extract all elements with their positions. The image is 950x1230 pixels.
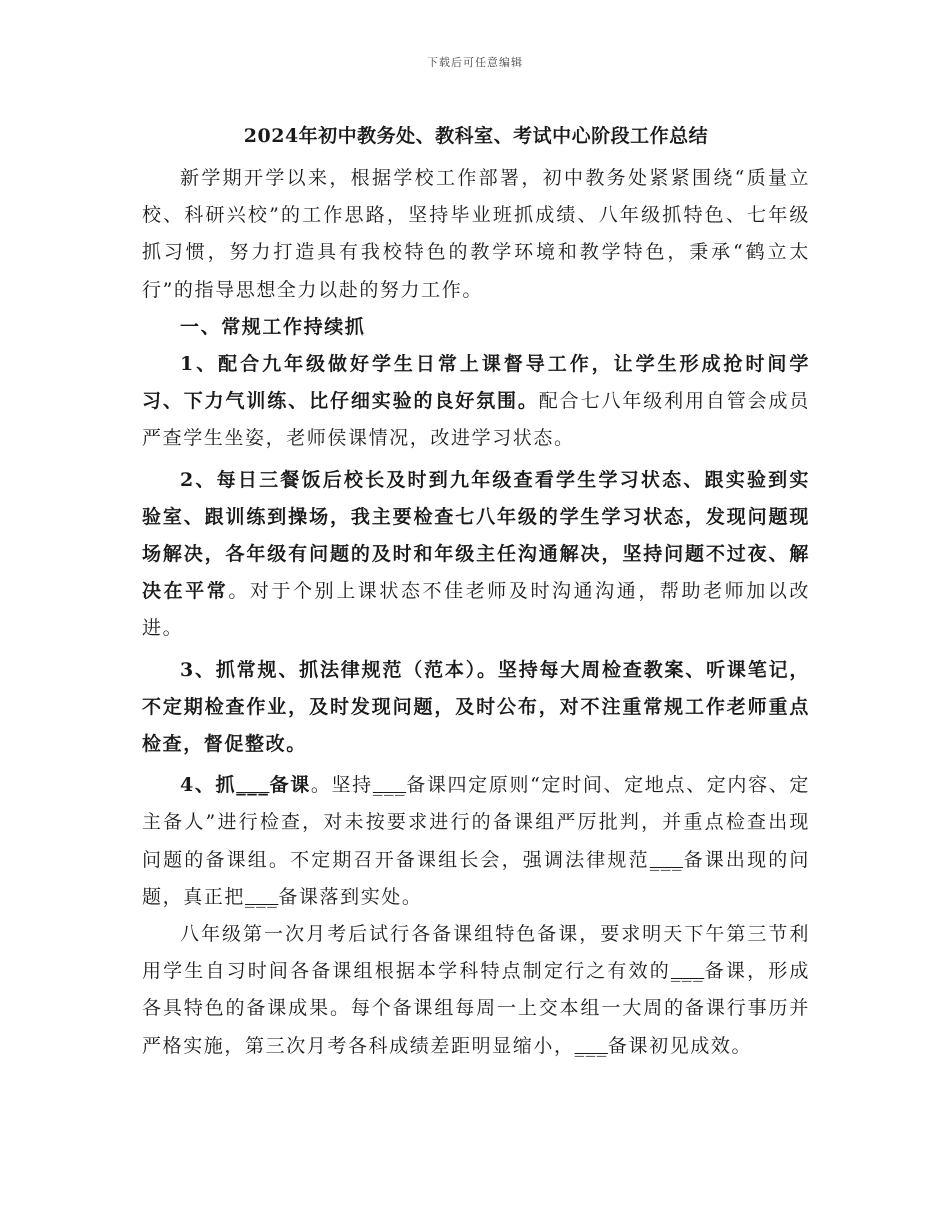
grade8-text-3: 备课初见成效。 (607, 1034, 753, 1057)
item-1-bold-text: 1、配合九年级做好学生日常上课督导工作，让学生形成抢时间学习、下力气训练、比仔细实验的良好氛围。 (142, 353, 810, 413)
grade8-paragraph (142, 916, 810, 1065)
document-title: 2024年初中教务处、教科室、考试中心阶段工作总结 (243, 125, 709, 147)
item-3-bold-text: 3、抓常规、抓法律规范（范本）。坚持每大周检查教案、听课笔记，不定期检查作业，及时发现问题，及时公布，对不注重常规工作老师重点检查，督促整改。 (142, 658, 810, 756)
intro-paragraph: 新学期开学以来，根据学校工作部署，初中教务处紧紧围绕“质量立校、科研兴校”的工作思路，坚持毕业班抓成绩、八年级抓特色、七年级抓习惯，努力打造具有我校特色的教学环境和教学特色，秉承“鹤立太行”的指导思想全力以赴的努力工作。 (142, 167, 810, 301)
item-4-bold-blank: ___ (236, 774, 270, 797)
item-2-bold-text: 2、每日三餐饭后校长及时到九年级查看学生学习状态、跟实验到实验室、跟训练到操场，我主要检查七八年级的学生学习状态，发现问题现场解决，各年级有问题的及时和年级主任沟通解决，坚持问题不过夜、解决在平常 (142, 468, 810, 603)
item-4-blank-2: ___ (649, 848, 684, 871)
item-4-text-1: 。坚持 (310, 774, 373, 797)
item-4-text-4: 备课落到实处。 (278, 885, 423, 908)
item-4-bold-suffix: 备课 (269, 774, 311, 797)
item-4-blank-1: ___ (372, 774, 407, 797)
item-2-text: 。对于个别上课状态不佳老师及时沟通沟通，帮助老师加以改进。 (142, 580, 811, 640)
grade8-blank-1: ___ (670, 960, 705, 983)
grade8-text-2: 备课，形成各具特色的备课成果。每个备课组每周一上交本组一大周的备课行事历并严格实施，第三次月考各科成绩差距明显缩小， (142, 960, 810, 1057)
grade8-blank-2: ___ (574, 1034, 608, 1057)
item-4-text-2: 备课四定原则“定时间、定地点、定内容、定主备人”进行检查，对未按要求进行的备课组严厉批判，并重点检查出现问题的备课组。不定期召开备课组长会，强调法律规范 (142, 774, 810, 871)
document-body (142, 118, 810, 1065)
item-3-paragraph (142, 652, 810, 764)
item-4-bold-prefix: 4、抓 (180, 774, 237, 797)
section-heading: 一、常规工作持续抓 (180, 315, 366, 338)
item-4-paragraph (142, 767, 810, 916)
item-4-blank-3: ___ (245, 885, 279, 908)
item-4-text-3: 备课出现的问题，真正把 (142, 848, 810, 908)
header-note: 下载后可任意编辑 (427, 56, 523, 69)
grade8-text-1: 八年级第一次月考后试行各备课组特色备课，要求明天下午第三节利用学生自习时间各备课组根据本学科特点制定行之有效的 (142, 923, 810, 983)
item-1-text: 配合七八年级利用自管会成员严查学生坐姿，老师侯课情况，改进学习状态。 (142, 390, 810, 450)
item-2-paragraph (142, 462, 810, 648)
item-1-paragraph (142, 346, 810, 458)
